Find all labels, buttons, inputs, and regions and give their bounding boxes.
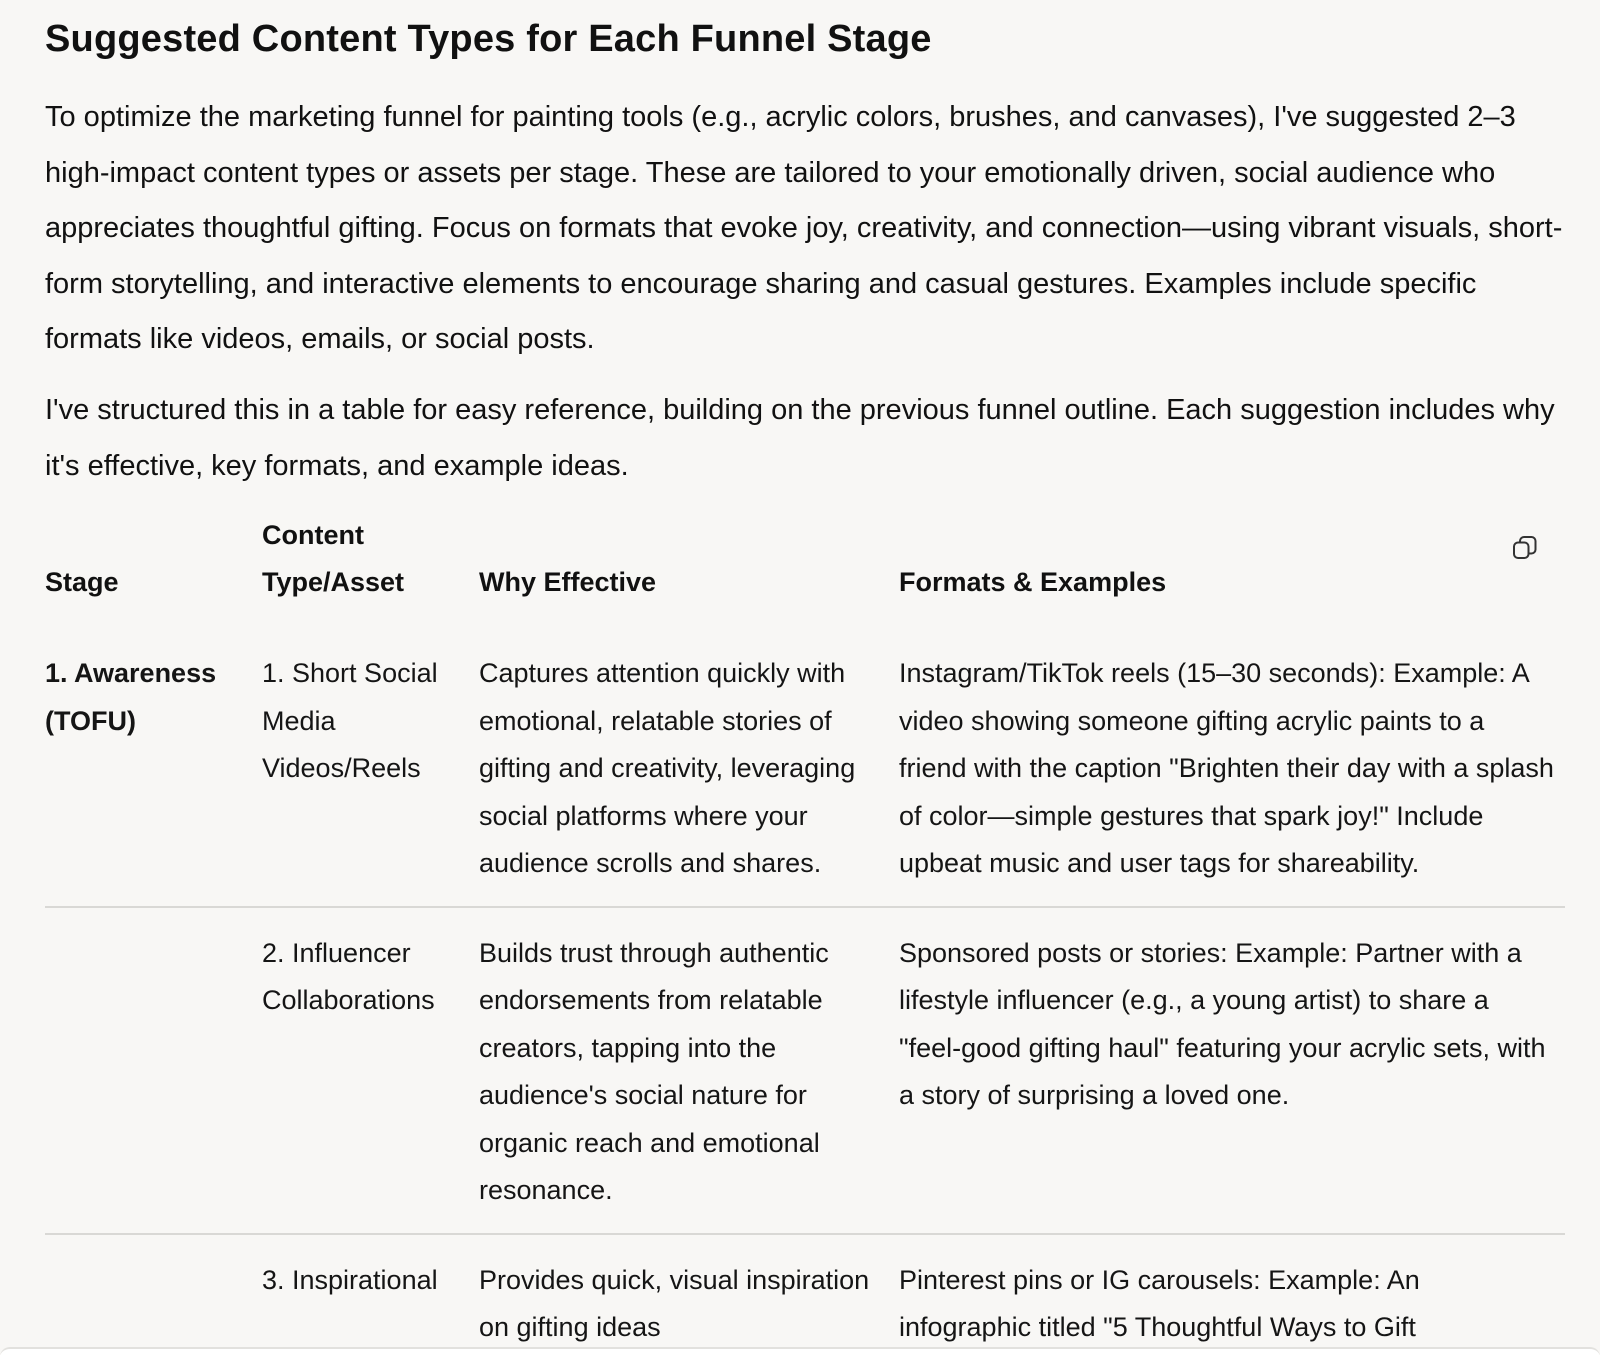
header-stage: Stage [45, 567, 119, 597]
table-row [45, 907, 1565, 1234]
cell-stage [45, 907, 262, 1234]
funnel-table [45, 512, 1565, 1355]
structure-paragraph: I've structured this in a table for easy reference, building on the previous funnel outline. Each suggestion includes why it's effective, key formats, and example ideas. [45, 394, 1555, 482]
cell-stage: 1. Awareness (TOFU) [45, 658, 217, 736]
cell-content-type: 2. Influencer Collaborations [262, 907, 479, 1234]
cell-why-effective: Builds trust through authentic endorsements from relatable creators, tapping into the audience's social nature for organic reach and emotional resonance. [479, 907, 899, 1234]
cell-why-effective: Captures attention quickly with emotional, relatable stories of gifting and creativity, leveraging social platforms where your audience scrolls and shares. [479, 658, 856, 878]
copy-icon [1511, 534, 1539, 562]
table-row [45, 1234, 1565, 1355]
table-header-row [45, 512, 1565, 628]
cell-formats-examples: Instagram/TikTok reels (15–30 seconds): Example: A video showing someone gifting acrylic paints to a friend with the caption "Brighten their day with a splash of color—simple gestures that spark joy!" Include upbeat music and user tags for shareability. [899, 658, 1554, 878]
funnel-table-container [45, 512, 1565, 1355]
table-row [45, 628, 1565, 907]
cell-formats-examples: Pinterest pins or IG carousels: Example: An infographic titled "5 Thoughtful Ways to Gift [899, 1234, 1565, 1355]
cell-stage [45, 1234, 262, 1355]
cell-content-type: 1. Short Social Media Videos/Reels [262, 658, 438, 783]
chat-input-edge[interactable] [0, 1347, 1600, 1355]
cell-why-effective: Provides quick, visual inspiration on gifting ideas [479, 1234, 899, 1355]
header-content-type: Content Type/Asset [262, 520, 405, 597]
copy-table-button[interactable] [1509, 532, 1541, 564]
header-formats-examples: Formats & Examples [899, 567, 1167, 597]
intro-paragraph: To optimize the marketing funnel for painting tools (e.g., acrylic colors, brushes, and canvases), I've suggested 2–3 high-impact content types or assets per stage. These are tailored to your emotionally driven, social audience who appreciates thoughtful gifting. Focus on formats that evoke joy, creativity, and connection—using vibrant visuals, short-form storytelling, and interactive elements to encourage sharing and casual gestures. Examples include specific formats like videos, emails, or social posts. [45, 101, 1563, 355]
cell-formats-examples: Sponsored posts or stories: Example: Partner with a lifestyle influencer (e.g., a young artist) to share a "feel-good gifting haul" featuring your acrylic sets, with a story of surprising a loved one. [899, 907, 1565, 1234]
cell-content-type: 3. Inspirational [262, 1234, 479, 1355]
section-heading: Suggested Content Types for Each Funnel Stage [45, 18, 932, 60]
header-why-effective: Why Effective [479, 567, 657, 597]
